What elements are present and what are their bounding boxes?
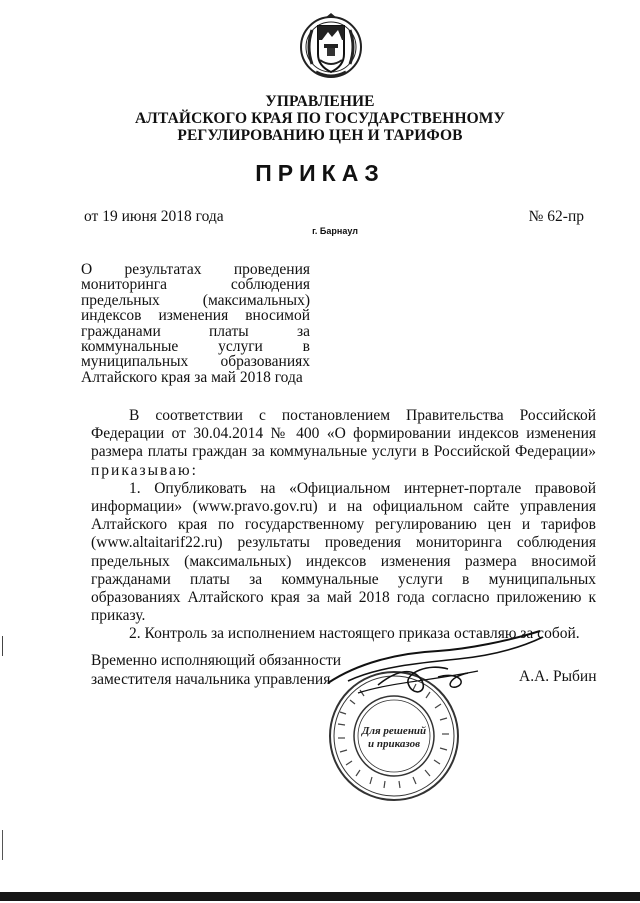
scan-bottom-edge — [0, 892, 640, 901]
signatory-position-line-2: заместителя начальника управления — [91, 671, 331, 688]
document-city: г. Барнаул — [312, 226, 358, 236]
document-body — [91, 407, 596, 644]
document-subject: О результатах проведения мониторинга соблюдения предельных (максимальных) индексов изменения вносимой гражданами платы за коммунальные услуги в муниципальных образованиях Алтайского края за май 2018 года — [81, 261, 310, 386]
document-date: от 19 июня 2018 года — [84, 208, 224, 225]
order-item-2: 2. Контроль за исполнением настоящего приказа оставляю за собой. — [129, 625, 580, 643]
org-line-2: АЛТАЙСКОГО КРАЯ ПО ГОСУДАРСТВЕННОМУ — [135, 110, 505, 127]
document-number: № 62-пр — [528, 208, 584, 225]
order-item-1: 1. Опубликовать на «Официальном интернет-портале правовой информации» (www.pravo.gov.ru) и на официальном сайте управления Алтайского края по государственному регулированию цен и тарифов (www.altaitarif22.ru) результаты проведения мониторинга соблюдения предельных (максимальных) индексов изменения размера вносимой гражданами платы за коммунальные услуги в муниципальных образованиях Алтайского края за май 2018 года согласно приложению к приказу. — [91, 479, 596, 625]
stamp-text-line-1: Для решений — [361, 725, 427, 737]
preamble-paragraph — [91, 407, 596, 480]
signatory-name: А.А. Рыбин — [519, 668, 597, 685]
signatory-position-line-1: Временно исполняющий обязанности — [91, 652, 342, 669]
org-line-3: РЕГУЛИРОВАНИЮ ЦЕН И ТАРИФОВ — [177, 127, 463, 144]
order-word: приказываю: — [91, 461, 198, 479]
org-line-1: УПРАВЛЕНИЕ — [265, 93, 375, 110]
document-title: ПРИКАЗ — [255, 160, 385, 186]
scan-margin-mark — [2, 830, 3, 860]
preamble-text: В соответствии с постановлением Правительства Российской Федерации от 30.04.2014 № 400 «О формировании индексов изменения размера платы граждан за коммунальные услуги в Российской Федерации» — [91, 407, 596, 461]
coat-of-arms-emblem — [298, 10, 364, 84]
handwritten-signature — [318, 623, 548, 703]
stamp-text-line-2: и приказов — [368, 738, 420, 750]
scan-margin-mark — [2, 636, 3, 656]
organization-name — [0, 93, 640, 144]
signatory-position — [91, 651, 341, 689]
